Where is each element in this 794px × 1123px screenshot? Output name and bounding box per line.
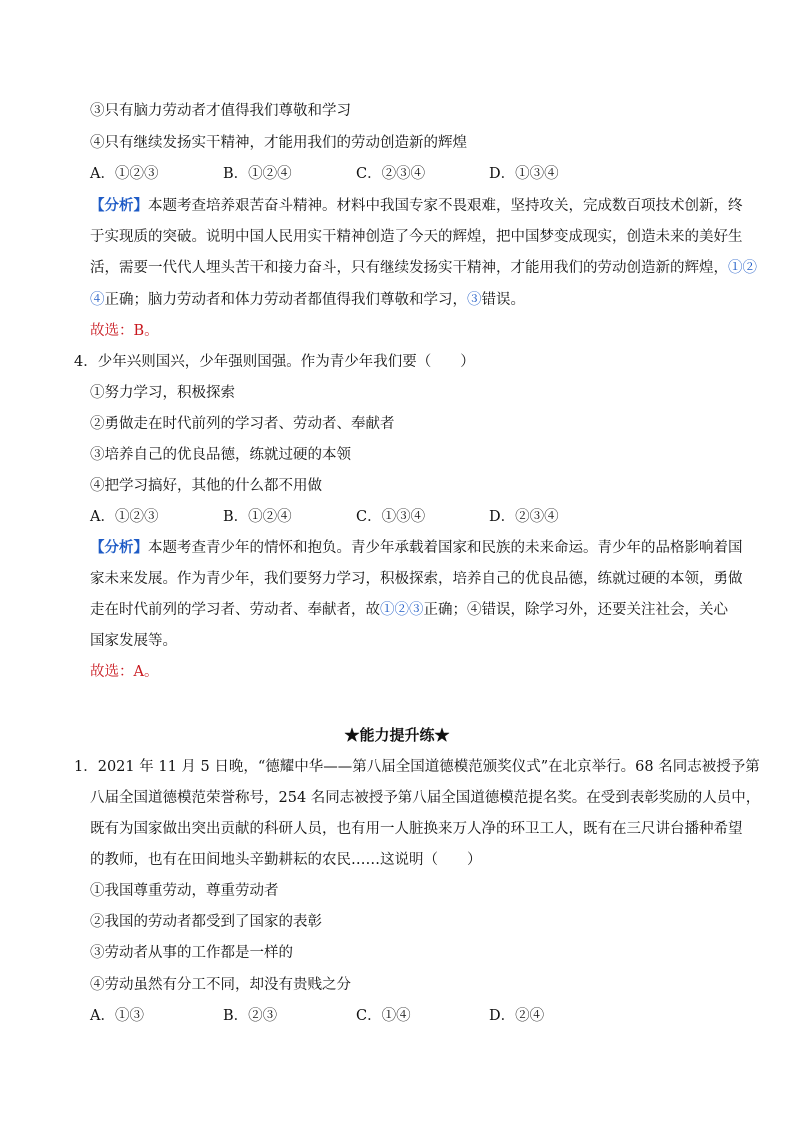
q4-choice-c: C．①③④ xyxy=(356,509,426,525)
prev-analysis-line-4 xyxy=(90,290,730,310)
q4-choice-a: A．①②③ xyxy=(90,509,159,525)
q1-choice-c: C．①④ xyxy=(356,1008,411,1024)
analysis-tag: 【分析】 xyxy=(90,197,148,214)
analysis-mark: ③ xyxy=(467,292,482,308)
prev-choice-c: C．②③④ xyxy=(356,166,426,182)
q1-option-4: ④劳动虽然有分工不同，却没有贵贱之分 xyxy=(90,977,351,993)
q4-option-3: ③培养自己的优良品德，练就过硬的本领 xyxy=(90,447,351,463)
q1-stem-line-2: 八届全国道德模范荣誉称号，254 名同志被授予第八届全国道德模范提名奖。在受到表彰奖励的人员中， xyxy=(90,790,761,806)
analysis-text: 本题考查培养艰苦奋斗精神。材料中我国专家不畏艰难，坚持攻关，完成数百项技术创新，终 xyxy=(148,198,743,214)
q4-stem: 4．少年兴则国兴，少年强则国强。作为青少年我们要（ ） xyxy=(74,354,475,370)
q4-option-2: ②勇做走在时代前列的学习者、劳动者、奉献者 xyxy=(90,416,395,432)
analysis-text: 走在时代前列的学习者、劳动者、奉献者，故 xyxy=(90,602,380,618)
q4-analysis-line-2: 家未来发展。作为青少年，我们要努力学习，积极探索，培养自己的优良品德，练就过硬的本领，勇做 xyxy=(90,571,743,587)
prev-answer: 故选：B。 xyxy=(90,323,159,339)
q4-choice-d: D．②③④ xyxy=(489,509,559,525)
analysis-tag: 【分析】 xyxy=(90,539,148,556)
q1-option-1: ①我国尊重劳动，尊重劳动者 xyxy=(90,883,279,899)
q4-choices xyxy=(90,507,730,527)
prev-choices xyxy=(90,164,730,184)
prev-choice-d: D．①③④ xyxy=(489,166,559,182)
analysis-text: 正确；④错误，除学习外，还要关注社会，关心 xyxy=(423,602,728,618)
q1-choice-a: A．①③ xyxy=(90,1008,144,1024)
prev-option-4: ④只有继续发扬实干精神，才能用我们的劳动创造新的辉煌 xyxy=(90,135,467,151)
analysis-mark: ①② xyxy=(728,260,757,276)
prev-analysis-line-2: 于实现质的突破。说明中国人民用实干精神创造了今天的辉煌，把中国梦变成现实，创造未来的美好生 xyxy=(90,229,743,245)
q4-choice-b: B．①②④ xyxy=(223,509,292,525)
q1-stem-line-3: 既有为国家做出突出贡献的科研人员，也有用一人脏换来万人净的环卫工人，既有在三尺讲台播种希望 xyxy=(90,821,743,837)
q4-analysis-line-4: 国家发展等。 xyxy=(90,633,177,649)
section-title: ★能力提升练★ xyxy=(344,726,450,744)
q4-answer: 故选：A。 xyxy=(90,664,159,680)
analysis-mark: ①②③ xyxy=(380,602,424,618)
q1-stem-line-1: 1．2021 年 11 月 5 日晚，“德耀中华——第八届全国道德模范颁奖仪式”在北京举行。68 名同志被授予第 xyxy=(74,759,760,775)
q4-option-4: ④把学习搞好，其他的什么都不用做 xyxy=(90,478,322,494)
prev-analysis-line-3 xyxy=(90,258,757,278)
prev-option-3: ③只有脑力劳动者才值得我们尊敬和学习 xyxy=(90,103,351,119)
prev-choice-a: A．①②③ xyxy=(90,166,159,182)
q1-option-2: ②我国的劳动者都受到了国家的表彰 xyxy=(90,914,322,930)
q4-analysis-line-3 xyxy=(90,600,730,620)
q4-analysis-line-1 xyxy=(90,538,743,558)
q1-choice-b: B．②③ xyxy=(223,1008,278,1024)
prev-choice-b: B．①②④ xyxy=(223,166,292,182)
prev-analysis-line-1 xyxy=(90,196,743,216)
analysis-mark: ④ xyxy=(90,292,105,308)
q1-choices xyxy=(90,1006,730,1026)
analysis-text: 错误。 xyxy=(481,292,525,308)
analysis-text: 正确；脑力劳动者和体力劳动者都值得我们尊敬和学习， xyxy=(104,292,467,308)
analysis-text: 活，需要一代代人埋头苦干和接力奋斗，只有继续发扬实干精神，才能用我们的劳动创造新的辉煌， xyxy=(90,260,728,276)
analysis-text: 本题考查青少年的情怀和抱负。青少年承载着国家和民族的未来命运。青少年的品格影响着国 xyxy=(148,540,743,556)
q4-option-1: ①努力学习，积极探索 xyxy=(90,385,235,401)
q1-stem-line-4: 的教师，也有在田间地头辛勤耕耘的农民……这说明（ ） xyxy=(90,852,482,868)
q1-choice-d: D．②④ xyxy=(489,1008,545,1024)
q1-option-3: ③劳动者从事的工作都是一样的 xyxy=(90,945,293,961)
